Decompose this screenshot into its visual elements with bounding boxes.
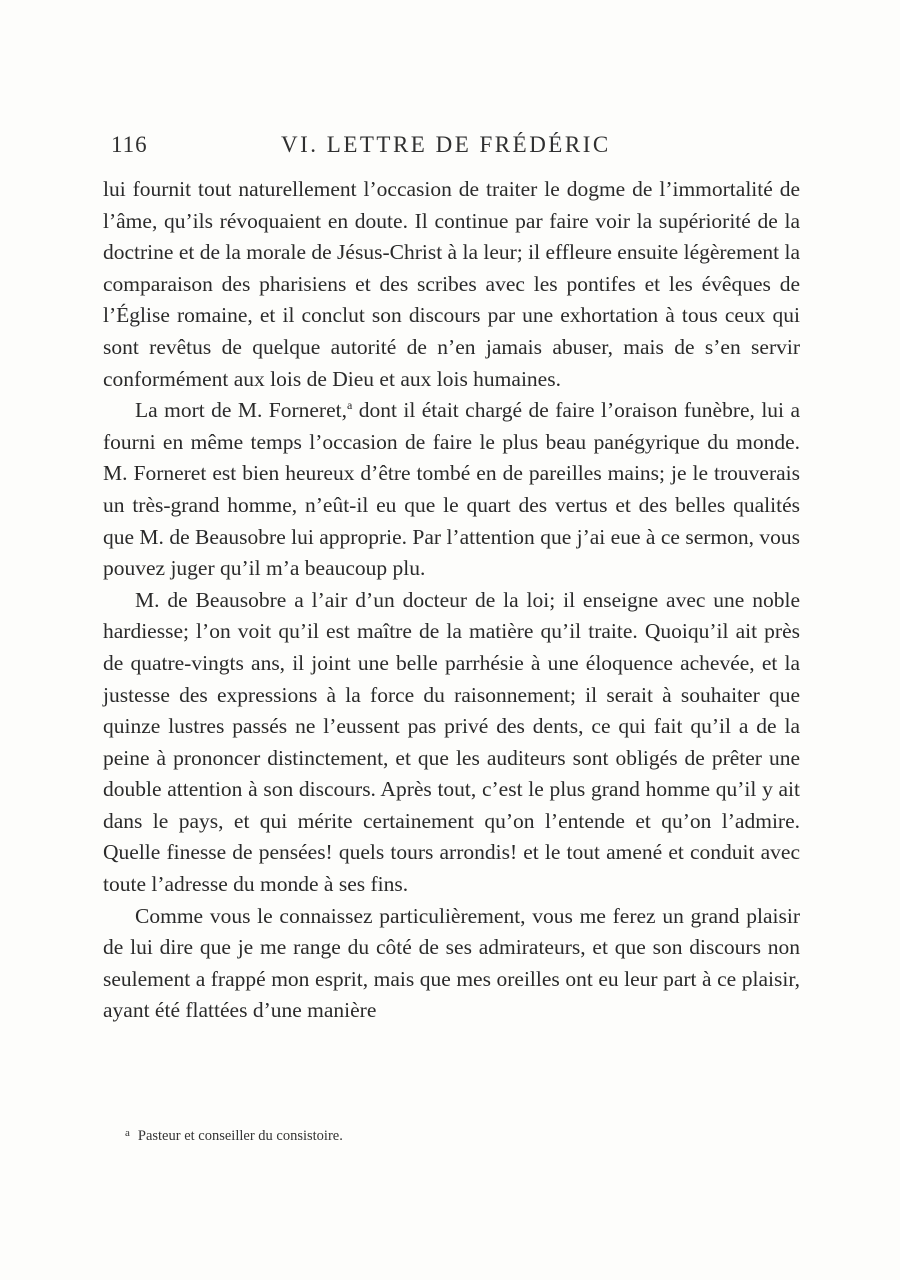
paragraph-1-text: lui fournit tout naturellement l’occasion de traiter le dogme de l’immortalité de l’âme, qu’ils révoquaient en doute. Il continue par faire voir la supériorité de la doctrine et de la morale de Jésus-Christ à la leur; il effleure ensuite légèrement la comparaison des pharisiens et des scribes avec les pontifes et les évêques de l’Église romaine, et il conclut son discours par une exhortation à tous ceux qui sont revêtus de quelque autorité de n’en jamais abuser, mais de s’en servir conformément aux lois de Dieu et aux lois humaines.: [103, 177, 800, 391]
footnote-text: Pasteur et conseiller du consistoire.: [137, 1128, 343, 1144]
paragraph-4-text: Comme vous le connaissez particulièrement, vous me ferez un grand plaisir de lui dire que je me range du côté de ses admirateurs, et que son discours non seulement a frappé mon esprit, mais que mes oreilles ont eu leur part à ce plaisir, ayant été flattées d’une manière: [103, 903, 800, 1023]
paragraph-3-text: M. de Beausobre a l’air d’un docteur de la loi; il enseigne avec une noble hardiesse; l’on voit qu’il est maître de la matière qu’il traite. Quoiqu’il ait près de quatre-vingts ans, il joint une belle parrhésie à une éloquence achevée, et la justesse des expressions à la force du raisonnement; il serait à souhaiter que quinze lustres passés ne l’eussent pas privé des dents, ce qui fait qu’il a de la peine à prononcer distinctement, et que les auditeurs sont obligés de prêter une double attention à son discours. Après tout, c’est le plus grand homme qu’il y ait dans le pays, et qui mérite certainement qu’on l’entende et qu’on l’admire. Quelle finesse de pensées! quels tours arrondis! et le tout amené et conduit avec toute l’adresse du monde à ses fins.: [103, 587, 800, 897]
body-text: [103, 174, 800, 1027]
footnote-mark: a: [125, 1127, 130, 1139]
page-number: 116: [111, 132, 148, 157]
footnote: [125, 1127, 343, 1145]
page: [103, 130, 800, 1027]
paragraph-4: [103, 901, 800, 1027]
paragraph-2: [103, 395, 800, 585]
running-title: VI. LETTRE DE FRÉDÉRIC: [281, 132, 611, 157]
paragraph-1: [103, 174, 800, 395]
paragraph-2-text-end: dont il était chargé de faire l’oraison funèbre, lui a fourni en même temps l’occasion de faire le plus beau panégyrique du monde. M. Forneret est bien heureux d’être tombé en de pareilles mains; je le trouverais un très-grand homme, n’eût-il eu que le quart des vertus et des belles qualités que M. de Beausobre lui approprie. Par l’attention que j’ai eue à ce sermon, vous pouvez juger qu’il m’a beaucoup plu.: [103, 398, 800, 581]
running-head: [103, 130, 800, 162]
footnote-reference[interactable]: a: [346, 398, 353, 413]
paragraph-2-text-start: La mort de M. Forneret,: [135, 398, 347, 423]
paragraph-3: [103, 585, 800, 901]
